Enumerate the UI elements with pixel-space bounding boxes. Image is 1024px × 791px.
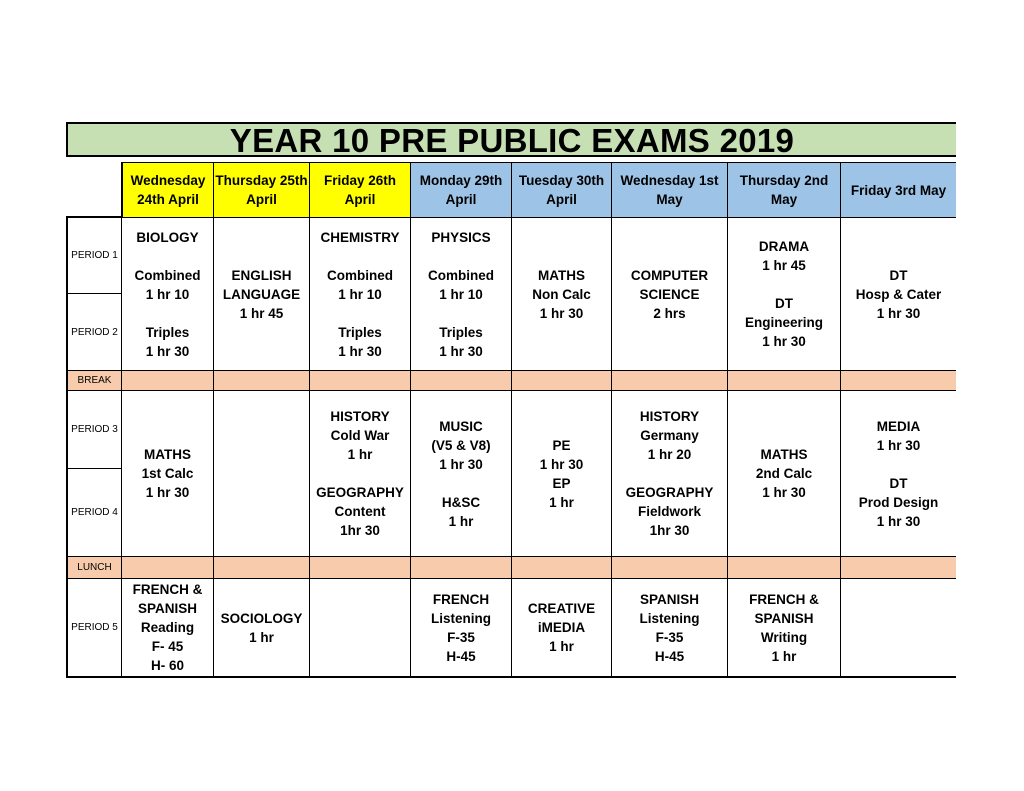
day-header-thu-25: Thursday 25th April [214,162,310,218]
exam-cell: MATHS 2nd Calc 1 hr 30 [728,391,841,557]
lunch-cell [512,557,612,579]
day-header-wed-1: Wednesday 1st May [612,162,728,218]
lunch-label: LUNCH [66,557,122,579]
lunch-cell [841,557,956,579]
exam-cell: FRENCH & SPANISH Writing 1 hr [728,579,841,678]
corner-cell [66,162,122,218]
exam-cell: FRENCH Listening F-35 H-45 [411,579,512,678]
exam-cell: PE 1 hr 30 EP 1 hr [512,391,612,557]
exam-cell: ENGLISH LANGUAGE 1 hr 45 [214,218,310,371]
exam-cell: FRENCH & SPANISH Reading F- 45 H- 60 [122,579,214,678]
break-cell [214,371,310,391]
day-header-mon-29: Monday 29th April [411,162,512,218]
lunch-cell [728,557,841,579]
day-header-thu-2: Thursday 2nd May [728,162,841,218]
exam-cell: SOCIOLOGY 1 hr [214,579,310,678]
exam-cell: MUSIC (V5 & V8) 1 hr 30 H&SC 1 hr [411,391,512,557]
lunch-cell [612,557,728,579]
lunch-cell [214,557,310,579]
period-label: PERIOD 2 [66,294,122,371]
break-cell [512,371,612,391]
exam-cell [214,391,310,557]
lunch-cell [310,557,411,579]
break-cell [728,371,841,391]
exam-cell: COMPUTER SCIENCE 2 hrs [612,218,728,371]
break-label: BREAK [66,371,122,391]
period-label: PERIOD 5 [66,579,122,678]
period-label: PERIOD 4 [66,469,122,557]
break-cell [841,371,956,391]
day-header-fri-26: Friday 26th April [310,162,411,218]
exam-cell: PHYSICS Combined 1 hr 10 Triples 1 hr 30 [411,218,512,371]
exam-cell: CHEMISTRY Combined 1 hr 10 Triples 1 hr 30 [310,218,411,371]
exam-cell [310,579,411,678]
exam-cell [841,579,956,678]
exam-cell: HISTORY Cold War 1 hr GEOGRAPHY Content 1hr 30 [310,391,411,557]
lunch-cell [411,557,512,579]
break-cell [310,371,411,391]
break-cell [122,371,214,391]
day-header-wed-24: Wednesday 24th April [122,162,214,218]
day-header-fri-3: Friday 3rd May [841,162,956,218]
exam-cell: BIOLOGY Combined 1 hr 10 Triples 1 hr 30 [122,218,214,371]
exam-cell: SPANISH Listening F-35 H-45 [612,579,728,678]
page-title: YEAR 10 PRE PUBLIC EXAMS 2019 [66,122,956,157]
period-label: PERIOD 3 [66,391,122,469]
exam-cell: DT Hosp & Cater 1 hr 30 [841,218,956,371]
period-label: PERIOD 1 [66,218,122,294]
exam-timetable [66,162,956,678]
lunch-cell [122,557,214,579]
exam-cell: MATHS Non Calc 1 hr 30 [512,218,612,371]
day-header-tue-30: Tuesday 30th April [512,162,612,218]
exam-cell: MEDIA 1 hr 30 DT Prod Design 1 hr 30 [841,391,956,557]
exam-cell: CREATIVE iMEDIA 1 hr [512,579,612,678]
break-cell [411,371,512,391]
exam-cell: DRAMA 1 hr 45 DT Engineering 1 hr 30 [728,218,841,371]
exam-cell: HISTORY Germany 1 hr 20 GEOGRAPHY Fieldwork 1hr 30 [612,391,728,557]
exam-cell: MATHS 1st Calc 1 hr 30 [122,391,214,557]
break-cell [612,371,728,391]
